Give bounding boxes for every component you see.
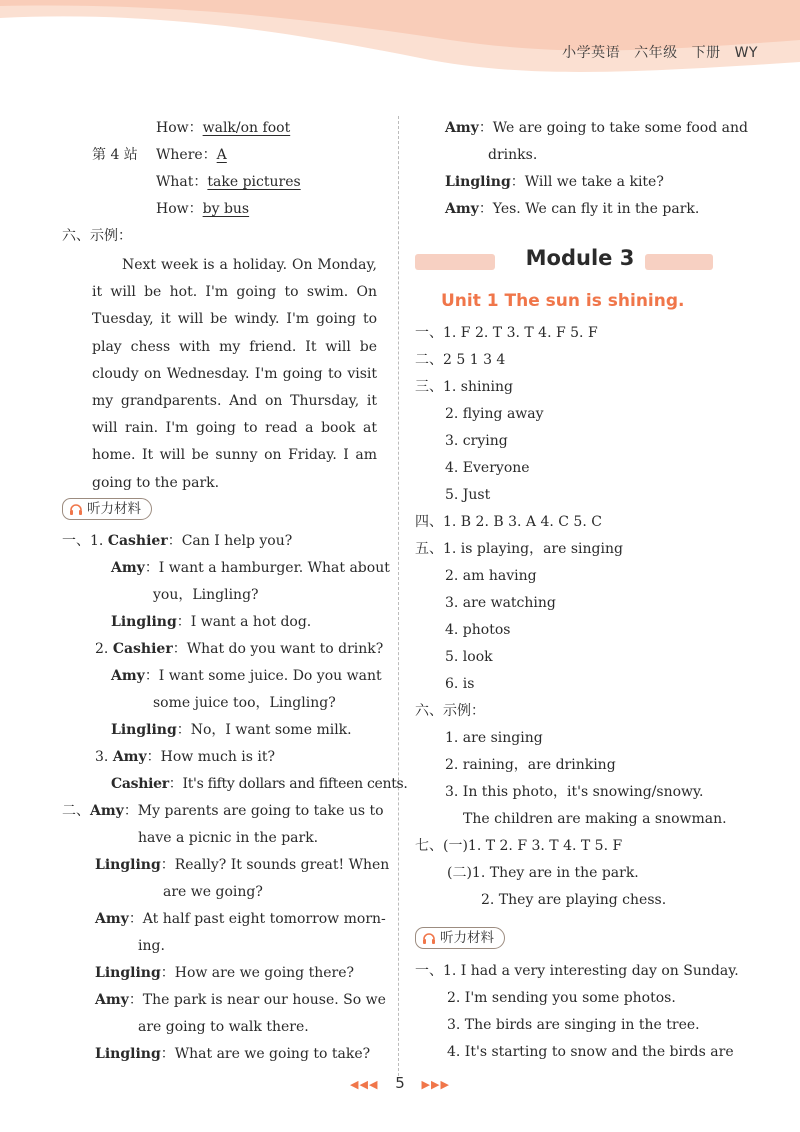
listening2-amy2-a: Amy：At half past eight tomorrow morn-	[95, 911, 386, 927]
section6-heading: 六、示例：	[62, 228, 132, 244]
listening1-item1-line2: Amy：I want a hamburger. What about	[111, 560, 390, 576]
answer3-item5: 5. Just	[445, 487, 491, 503]
station4-where: Where：A	[156, 147, 227, 163]
station4-how: How：by bus	[156, 201, 250, 217]
answer3-item2: 2. flying away	[445, 406, 544, 422]
answer5-item4: 4. photos	[445, 622, 511, 638]
listening2-lingling2: Lingling：How are we going there?	[95, 965, 355, 981]
listening-badge	[62, 498, 152, 520]
listening-m3-item3: 3. The birds are singing in the tree.	[447, 1017, 700, 1033]
prev-arrows-icon: ◀◀◀	[350, 1078, 379, 1091]
listening-m3-item1: 一、1. I had a very interesting day on Sunday.	[415, 963, 739, 979]
next-arrows-icon: ▶▶▶	[421, 1078, 450, 1091]
header-term: 下册	[691, 45, 721, 61]
header-edition: WY	[734, 45, 758, 61]
listening2-amy4-a: Amy：We are going to take some food and	[445, 120, 748, 136]
answer2: 二、2 5 1 3 4	[415, 352, 506, 368]
listening1-item3-line2: Cashier：It's fifty dollars and fifteen cents.	[111, 776, 408, 792]
listening-m3-item2: 2. I'm sending you some photos.	[447, 990, 676, 1006]
listening2-amy3-b: are going to walk there.	[138, 1019, 309, 1035]
answer5-item2: 2. am having	[445, 568, 537, 584]
listening-badge-right	[415, 927, 505, 949]
answer6-item1: 1. are singing	[445, 730, 543, 746]
answer6-heading: 六、示例：	[415, 703, 485, 719]
page-number: 5	[395, 1074, 405, 1092]
answer7-part1: 七、(一)1. T 2. F 3. T 4. T 5. F	[415, 838, 623, 854]
header-subject: 小学英语	[562, 45, 621, 61]
answer5-item5: 5. look	[445, 649, 493, 665]
station4-label: 第 4 站	[92, 147, 138, 163]
listening2-amy1-b: have a picnic in the park.	[138, 830, 319, 846]
listening2-amy1-a: 二、Amy：My parents are going to take us to	[62, 803, 384, 819]
listening1-item1-line4: Lingling：I want a hot dog.	[111, 614, 312, 630]
answer7-part2-item2: 2. They are playing chess.	[481, 892, 667, 908]
listening1-item1-line3: you，Lingling?	[153, 587, 259, 603]
headphones-icon	[422, 931, 436, 945]
listening1-item2-line2: Amy：I want some juice. Do you want	[111, 668, 382, 684]
listening1-item2-line4: Lingling：No，I want some milk.	[111, 722, 352, 738]
listening1-item3-line1: 3. Amy：How much is it?	[95, 749, 276, 765]
listening-m3-item4: 4. It's starting to snow and the birds are	[447, 1044, 734, 1060]
answer5-item1: 五、1. is playing，are singing	[415, 541, 623, 557]
listening2-lingling1-a: Lingling：Really? It sounds great! When	[95, 857, 390, 873]
station3-how: How：walk/on foot	[156, 120, 291, 136]
listening2-lingling4: Lingling：Will we take a kite?	[445, 174, 664, 190]
answer6-item2: 2. raining，are drinking	[445, 757, 616, 773]
column-divider	[398, 116, 399, 1076]
listening2-amy5: Amy：Yes. We can fly it in the park.	[445, 201, 700, 217]
answer5-item3: 3. are watching	[445, 595, 556, 611]
answer3-item4: 4. Everyone	[445, 460, 530, 476]
listening2-lingling3: Lingling：What are we going to take?	[95, 1046, 371, 1062]
listening1-item1-line1: 一、1. Cashier：Can I help you?	[62, 533, 293, 549]
unit-title: Unit 1 The sun is shining.	[441, 291, 685, 311]
section6-paragraph: Next week is a holiday. On Monday, it will be hot. I'm going to swim. On Tuesday, it will be windy. I'm going to play chess with my friend. It will be cloudy on Wednesday. I'm going to visit my grandparents. And on Thursday, it will rain. I'm going to read a book at home. It will be sunny on Friday. I am going to the park.	[92, 257, 377, 491]
header-band	[0, 0, 800, 88]
headphones-icon	[69, 502, 83, 516]
listening2-lingling1-b: are we going?	[163, 884, 263, 900]
answer6-item3: 3. In this photo，it's snowing/snowy.	[445, 784, 704, 800]
answer6-item3-cont: The children are making a snowman.	[463, 811, 727, 827]
header-grade: 六年级	[634, 45, 678, 61]
page-footer	[0, 1074, 800, 1092]
header-title	[548, 42, 758, 62]
answer7-part2-item1: (二)1. They are in the park.	[447, 865, 639, 881]
station4-what: What：take pictures	[156, 174, 301, 190]
listening-badge-label: 听力材料	[87, 501, 141, 517]
answer3-item3: 3. crying	[445, 433, 508, 449]
listening2-amy3-a: Amy：The park is near our house. So we	[95, 992, 386, 1008]
answer1: 一、1. F 2. T 3. T 4. F 5. F	[415, 325, 598, 341]
answer5-item6: 6. is	[445, 676, 475, 692]
answer3-item1: 三、1. shining	[415, 379, 513, 395]
listening1-item2-line1: 2. Cashier：What do you want to drink?	[95, 641, 384, 657]
listening1-item2-line3: some juice too，Lingling?	[153, 695, 336, 711]
listening2-amy2-b: ing.	[138, 938, 165, 954]
listening2-amy4-b: drinks.	[488, 147, 538, 163]
listening-badge-right-label: 听力材料	[440, 930, 494, 946]
answer4: 四、1. B 2. B 3. A 4. C 5. C	[415, 514, 602, 530]
module-title-text: Module 3	[525, 246, 635, 270]
module-title	[415, 244, 745, 278]
